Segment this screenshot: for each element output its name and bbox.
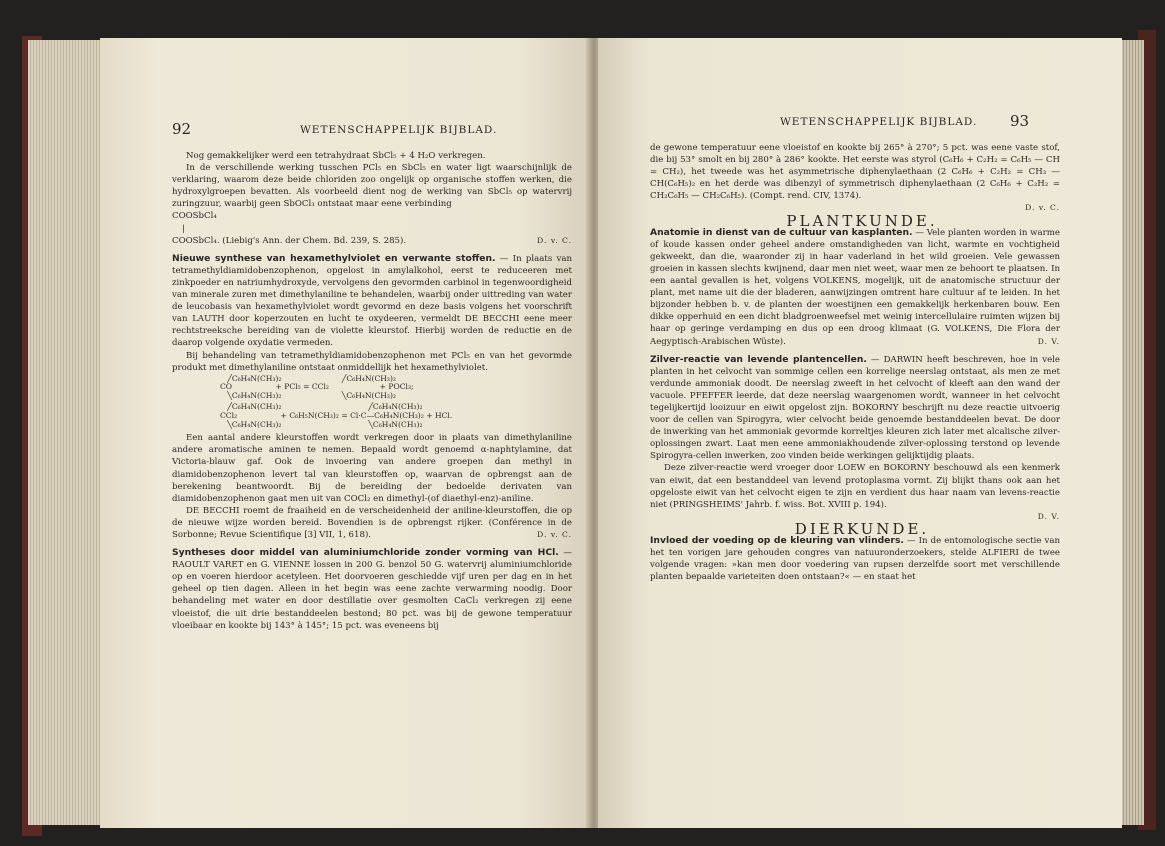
author-signature: D. V. <box>1037 336 1060 346</box>
article-heading: Zilver-reactie van levende plantencellen. <box>650 353 867 365</box>
paragraph: de gewone temperatuur eene vloeistof en kookte bij 265° à 270°; 5 pct. was eene vaste stof, die bij 53° smolt en bij 280° à 286° kookte. Het eerste was styrol (C₆H₆ + C₂H₂ = C₆H₅ — CH = CH₂), het tweede was het asymmetrische diphenylaethaan (2 C₆H₆ + C₂H₂ = CH₃ — CH(C₆H₅)₂ en het derde was dibenzyl of symmetrisch diphenylaethaan (2 C₆H₆ + C₂H₂ = CH₂C₆H₅ — CH₂C₆H₅). (Compt. rend. CIV, 1374). <box>650 143 1060 202</box>
section-title: PLANTKUNDE. <box>786 211 938 230</box>
running-head: WETENSCHAPPELIJK BIJBLAD. <box>780 116 978 128</box>
section-title: DIERKUNDE. <box>794 519 930 538</box>
article-heading: Syntheses door middel van aluminiumchloride zonder vorming van HCl. <box>172 547 559 559</box>
formula-line: COOSbCl₄ <box>172 211 217 222</box>
page-number: 93 <box>1010 112 1030 130</box>
paragraph: RAOULT VARET en G. VIENNE lossen in 200 G. benzol 50 G. watervrij aluminiumchloride op en voeren hierdoor acetyleen. Het doorvoeren geschiedde vijf uren per dag en in het geheel op tien dagen. Alleen in het begin was eene zachte verwarming noodig. Door behandeling met water en door destillatie over gesmolten CaCl₂ verkregen zij eene vloeistof, die uit drie bestanddeelen bestond; 80 pct. was bij de gewone temperatuur vloeibaar en kookte bij 143° à 145°; 15 pct. was eveneens bij <box>172 560 572 631</box>
paragraph: In plaats van tetramethyldiamidobenzophenon, opgelost in amylalkohol, eerst te reduceeren met zinkpoeder en natriumhydroxyde, vervolgens den gevormden carbinol in tegenwoordigheid van minerale zuren met dimethylaniline te behandelen, waarbij onder uittreding van water de leucobasis van hexamethylviolet wordt gevormd en deze basis volgens het voorschrift van LAUTH door koperzouten en lucht te oxydeeren, vermeldt DE BECCHI eene meer rechtstreeksche bereiding van de violette kleurstof. Hierbij worden de reductie en de daarop volgende oxydatie vermeden. <box>172 253 572 349</box>
paragraph: In de entomologische sectie van het ten vorigen jare gehouden congres van natuuronderzoekers, stelde ALFIERI de twee volgende vragen: »kan men door voedering van rupsen derzelfde soort met verschillende planten bepaalde varieteiten doen ontstaan?« — en staat het <box>650 536 1060 583</box>
article-heading: Invloed der voeding op de kleuring van vlinders. <box>650 535 904 546</box>
left-page-body: Nog gemakkelijker werd een tetrahydraat SbCl₅ + 4 H₂O verkregen. In de verschillende werking tusschen PCl₅ en SbCl₅ en water ligt waarschijnlijk de verklaring, waarom deze beide chloriden zoo ongelijk op organische stoffen werken, die hydroxylgroepen bevatten. Als voorbeeld dient nog de werking van SbCl₅ op watervrij zuringzuur, waarbij geen SbOCl₃ ontstaat maar eene verbinding COOSbCl₄ | COOSbCl₄. (Liebig's Ann. der Chem. Bd. 239, S. 285). D. v. C. Nieuwe synthese van hexamethylviolet en verwante stoffen. — In plaats van tetramethyldiamidobenzophenon, opgelost in amylalkohol, eerst te reduceeren met zinkpoeder en natriumhydroxyde, vervolgens den gevormden carbinol in tegenwoordigheid van minerale zuren met dimethylaniline te behandelen, waarbij onder uittreding van water de leucobasis van hexamethylviolet wordt gevormd en deze basis volgens het voorschrift van LAUTH door koperzouten en lucht te oxydeeren, vermeldt DE BECCHI eene meer rechtstreeksche bereiding van de violette kleurstof. Hierbij worden de reductie en de daarop volgende oxydatie vermeden. Bij behandeling van tetramethyldiamidobenzophenon met PCl₅ en van het gevormde produkt met dimethylaniline ontstaat onmiddellijk het hexamethylviolet. ╱C₆H₄N(CH₃)₂ ╱C₆H₄N(CH₃)₂ CO + PCl₅ = CCl₂ + POCl₃; ╲C₆H₄N(CH₃)₂ ╲C₆H₄N(CH₃)₂ ╱C₆H₄N(CH₃)₂ ╱C₆H₄N(CH₃)₂ CCl₂ + C₆H₅N(CH₃)₂ = Cl·C—C₆H₄N(CH₃)₂ + HCl. ╲C₆H₄N(CH₃)₂ ╲C₆H₄N(CH₃)₂ Een aantal andere kleurstoffen wordt verkregen door in plaats van dimethylaniline andere aromatische aminen te nemen. Bepaald wordt genoemd α-naphtylamine, dat Victoria-blauw gaf. Ook de invoering van andere groepen dan methyl in diamidobenzophenon levert tal van kleurstoffen op, waarvan de opbrengst aan de berekening beantwoordt. Bij de bereiding der bedoelde derivaten van diamidobenzophenon gaat men uit van COCl₂ en dimethyl-(of diaethyl-enz)-aniline. DE BECCHI roemt de fraaiheid en de verscheidenheid der aniline-kleurstoffen, die op de nieuwe wijze worden bereid. Bovendien is de opbrengst rijker. (Conférence in de Sorbonne; Revue Scientifique [3] VII, 1, 618). D. v. C. Syntheses door middel van aluminiumchloride zonder vorming van HCl. — RAOULT VARET en G. VIENNE lossen in 200 G. benzol 50 G. watervrij aluminiumchloride op en voeren hierdoor acetyleen. Het doorvoeren geschiedde vijf uren per dag en in het geheel op tien dagen. Alleen in het begin was eene zachte verwarming noodig. Door behandeling met water en door destillatie over gesmolten CaCl₂ verkregen zij eene vloeistof, die uit drie bestanddeelen bestond; 80 pct. was bij de gewone temperatuur vloeibaar en kookte bij 143° à 145°; 15 pct. was eveneens bij <box>172 151 572 631</box>
paragraph: Deze zilver-reactie werd vroeger door LOEW en BOKORNY beschouwd als een kenmerk van eiwit, dat een bestanddeel van levend protoplasma vormt. Zij blijkt thans ook aan het opgeloste eiwit van het celvocht eigen te zijn en verdient dus haar naam van levens-reactie niet (PRINGSHEIMS' Jahrb. f. wiss. Bot. XVIII p. 194). <box>650 463 1060 510</box>
author-signature: D. v. C. <box>1025 203 1060 213</box>
paragraph: DARWIN heeft beschreven, hoe in vele planten in het celvocht van sommige cellen een korrelige neerslag ontstaat, als men ze met verdunde ammoniak doodt. De neerslag zweeft in het celvocht of kleeft aan den wand der vacuole. PFEFFER leerde, dat deze neerslag waargenomen wordt, wanneer in het celvocht tegelijkertijd looizuur en eiwit opgelost zijn. BOKORNY beschrijft nu deze reactie uitvoerig voor de cellen van Spirogyra, wier celvocht beide genoemde bestanddeelen bevat. De door de inwerking van het ammoniak gevormde korreltjes kleuren zich later met alcalische zilver-oplossingen zwart. Laat men eene ammoniakhoudende zilver-oplossing terstond op levende Spirogyra-cellen inwerken, zoo vinden beide werkingen gelijktijdig plaats. <box>650 354 1060 462</box>
formula-line: | <box>182 223 185 234</box>
author-signature: D. v. C. <box>537 530 572 539</box>
author-signature: D. v. C. <box>537 235 572 245</box>
paragraph: Nog gemakkelijker werd een tetrahydraat SbCl₅ + 4 H₂O verkregen. <box>186 151 486 161</box>
paragraph: Vele planten worden in warme of koude kassen onder geheel andere omstandigheden van licht, warmte en vochtigheid gekweekt, dan die, waaronder zij in haar vaderland in het wild groeien. Vele gewassen groeien in kassen slechts kwijnend, daar men niet weet, waar men ze behoort te plaatsen. In een aantal gevallen is het, volgens VOLKENS, mogelijk, uit de anatomische structuur der plant, met name uit die der bladeren, aanwijzingen omtrent hare cultuur af te leiden. In het bijzonder hebben b. v. de planten der woestijnen een gemakkelijk herkenbaren bouw. Een dikke opperhuid en een dicht bladgroenweefsel met weinig intercellulaire ruimten wijzen bij haar op geringe verdamping en dus op een droog klimaat (G. VOLKENS, Die Flora der Aegyptisch-Arabischen Wüste). <box>650 227 1060 347</box>
right-page-body: de gewone temperatuur eene vloeistof en kookte bij 265° à 270°; 5 pct. was eene vaste stof, die bij 53° smolt en bij 280° à 286° kookte. Het eerste was styrol (C₆H₆ + C₂H₂ = C₆H₅ — CH = CH₂), het tweede was het asymmetrische diphenylaethaan (2 C₆H₆ + C₂H₂ = CH₃ — CH(C₆H₅)₂ en het derde was dibenzyl of symmetrisch diphenylaethaan (2 C₆H₆ + C₂H₂ = CH₂C₆H₅ — CH₂C₆H₅). (Compt. rend. CIV, 1374). D. v. C. PLANTKUNDE. Anatomie in dienst van de cultuur van kasplanten. — Vele planten worden in warme of koude kassen onder geheel andere omstandigheden van licht, warmte en vochtigheid gekweekt, dan die, waaronder zij in haar vaderland in het wild groeien. Vele gewassen groeien in kassen slechts kwijnend, daar men niet weet, waar men ze behoort te plaatsen. In een aantal gevallen is het, volgens VOLKENS, mogelijk, uit de anatomische structuur der plant, met name uit die der bladeren, aanwijzingen omtrent hare cultuur af te leiden. In het bijzonder hebben b. v. de planten der woestijnen een gemakkelijk herkenbaren bouw. Een dikke opperhuid en een dicht bladgroenweefsel met weinig intercellulaire ruimten wijzen bij haar op geringe verdamping en dus op een droog klimaat (G. VOLKENS, Die Flora der Aegyptisch-Arabischen Wüste). D. V. Zilver-reactie van levende plantencellen. — DARWIN heeft beschreven, hoe in vele planten in het celvocht van sommige cellen een korrelige neerslag ontstaat, als men ze met verdunde ammoniak doodt. De neerslag zweeft in het celvocht of kleeft aan den wand der vacuole. PFEFFER leerde, dat deze neerslag waargenomen wordt, wanneer in het celvocht tegelijkertijd looizuur en eiwit opgelost zijn. BOKORNY beschrijft nu deze reactie uitvoerig voor de cellen van Spirogyra, wier celvocht beide genoemde bestanddeelen bevat. De door de inwerking van het ammoniak gevormde korreltjes kleuren zich later met alcalische zilver-oplossingen zwart. Laat men eene ammoniakhoudende zilver-oplossing terstond op levende Spirogyra-cellen inwerken, zoo vinden beide werkingen gelijktijdig plaats. Deze zilver-reactie werd vroeger door LOEW en BOKORNY beschouwd als een kenmerk van eiwit, dat een bestanddeel van levend protoplasma vormt. Zij blijkt thans ook aan het opgeloste eiwit van het celvocht eigen te zijn en verdient dus haar naam van levens-reactie niet (PRINGSHEIMS' Jahrb. f. wiss. Bot. XVIII p. 194). D. V. DIERKUNDE. Invloed der voeding op de kleuring van vlinders. — In de entomologische sectie van het ten vorigen jare gehouden congres van natuuronderzoekers, stelde ALFIERI de twee volgende vragen: »kan men door voedering van rupsen derzelfde soort met verschillende planten bepaalde varieteiten doen ontstaan?« — en staat het <box>650 143 1060 583</box>
paragraph: Bij behandeling van tetramethyldiamidobenzophenon met PCl₅ en van het gevormde produkt met dimethylaniline ontstaat onmiddellijk het hexamethylviolet. <box>172 350 572 373</box>
running-head: WETENSCHAPPELIJK BIJBLAD. <box>300 124 498 136</box>
article-heading: Anatomie in dienst van de cultuur van kasplanten. <box>650 226 913 238</box>
right-page <box>598 38 1122 828</box>
author-signature: D. V. <box>1037 511 1060 521</box>
chemical-equation: ╱C₆H₄N(CH₃)₂ ╱C₆H₄N(CH₃)₂ CCl₂ + C₆H₅N(CH₃)₂ = Cl·C—C₆H₄N(CH₃)₂ + HCl. ╲C₆H₄N(CH₃)₂ ╲C₆H₄N(CH₃)₂ <box>220 402 453 429</box>
article-heading: Nieuwe synthese van hexamethylviolet en verwante stoffen. <box>172 252 496 264</box>
paragraph: In de verschillende werking tusschen PCl₅ en SbCl₅ en water ligt waarschijnlijk de verklaring, waarom deze beide chloriden zoo ongelijk op organische stoffen werken, die hydroxylgroepen bevatten. Als voorbeeld dient nog de werking van SbCl₅ op watervrij zuringzuur, waarbij geen SbOCl₃ ontstaat maar eene verbinding <box>172 163 572 210</box>
paragraph: DE BECCHI roemt de fraaiheid en de verscheidenheid der aniline-kleurstoffen, die op de nieuwe wijze worden bereid. Bovendien is de opbrengst rijker. (Conférence in de Sorbonne; Revue Scientifique [3] VII, 1, 618). <box>172 505 572 540</box>
citation: COOSbCl₄. (Liebig's Ann. der Chem. Bd. 239, S. 285). <box>172 235 407 246</box>
chemical-equation: ╱C₆H₄N(CH₃)₂ ╱C₆H₄N(CH₃)₂ CO + PCl₅ = CCl₂ + POCl₃; ╲C₆H₄N(CH₃)₂ ╲C₆H₄N(CH₃)₂ <box>220 373 414 400</box>
left-page <box>100 38 590 828</box>
page-edges-left <box>28 40 108 825</box>
paragraph: Een aantal andere kleurstoffen wordt verkregen door in plaats van dimethylaniline andere aromatische aminen te nemen. Bepaald wordt genoemd α-naphtylamine, dat Victoria-blauw gaf. Ook de invoering van andere groepen dan methyl in diamidobenzophenon levert tal van kleurstoffen op, waarvan de opbrengst aan de berekening beantwoordt. Bij de bereiding der bedoelde derivaten van diamidobenzophenon gaat men uit van COCl₂ en dimethyl-(of diaethyl-enz)-aniline. <box>172 433 572 504</box>
page-number: 92 <box>172 120 192 138</box>
